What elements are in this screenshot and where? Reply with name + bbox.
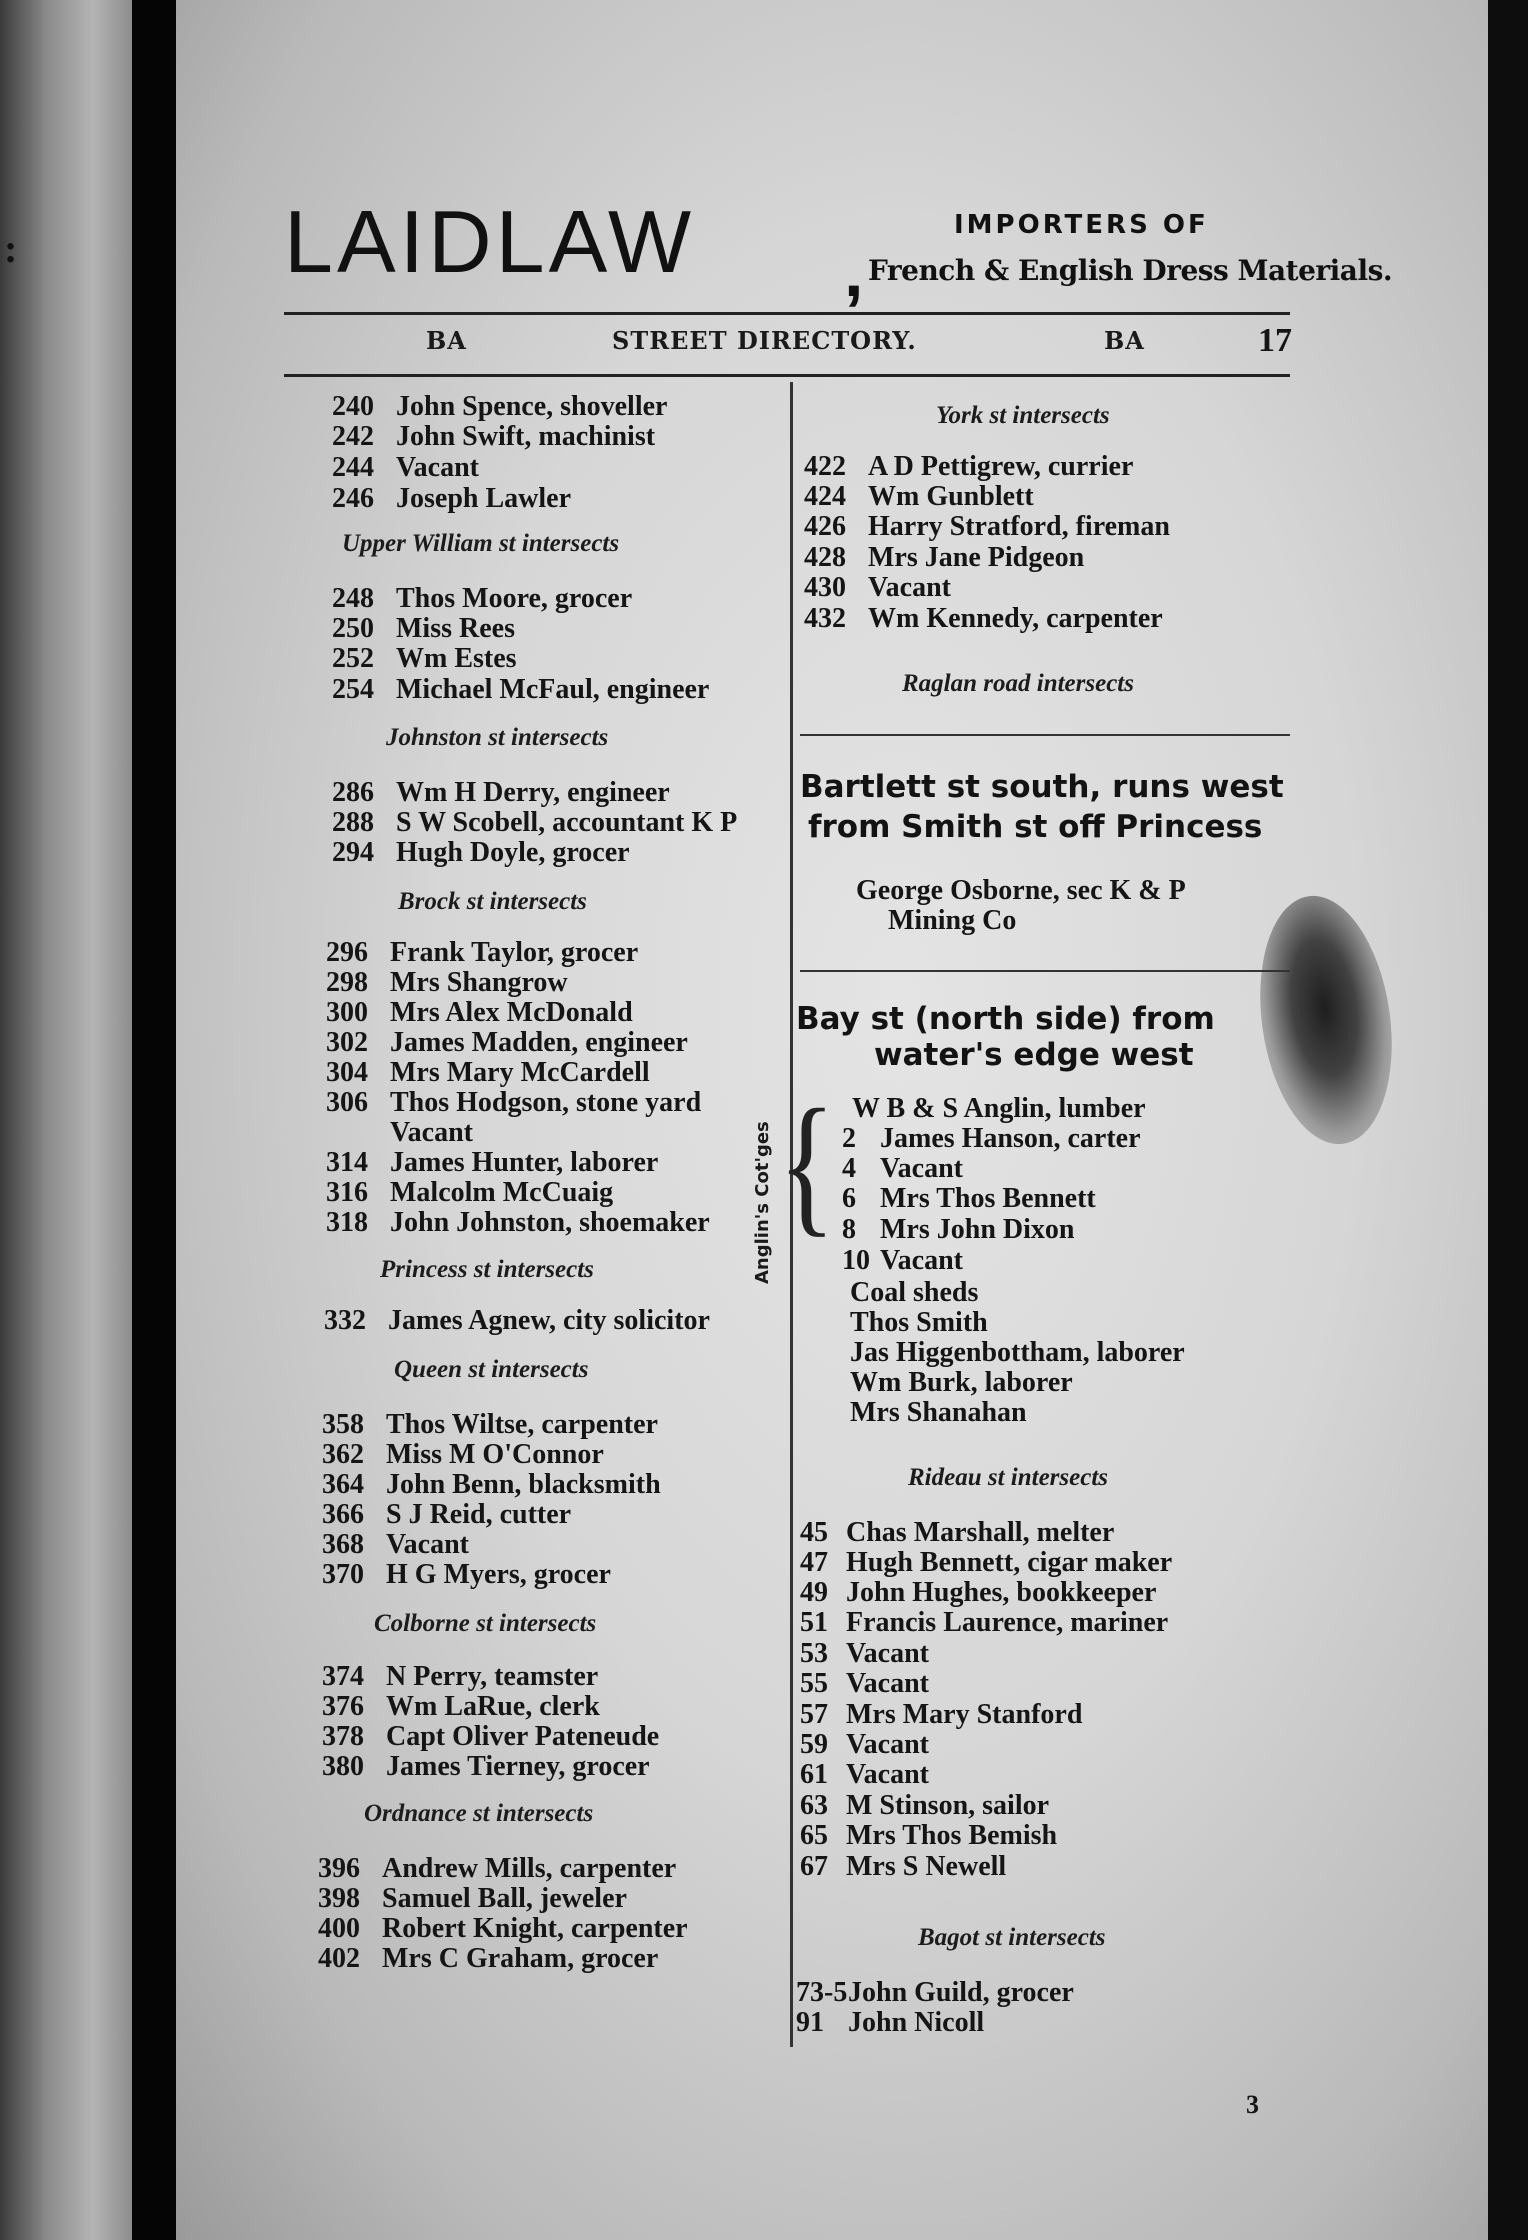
resident-name: Mrs Mary Stanford [846, 1699, 1083, 1730]
resident-name: Thos Hodgson, stone yard [390, 1087, 702, 1118]
resident-name: Thos Wiltse, carpenter [386, 1409, 658, 1440]
directory-entry [332, 644, 517, 674]
directory-entry [800, 1608, 1168, 1638]
resident-name: N Perry, teamster [386, 1661, 599, 1692]
resident-name: Michael McFaul, engineer [396, 674, 710, 705]
resident-name: John Johnston, shoemaker [390, 1207, 710, 1238]
house-number: 378 [322, 1721, 364, 1752]
street-heading: from Smith st off Princess [808, 809, 1263, 845]
directory-entry [322, 1692, 600, 1722]
resident-name: Wm Estes [396, 643, 517, 674]
intersect-note: Bagot st intersects [918, 1924, 1106, 1951]
directory-entry [322, 1440, 604, 1470]
directory-entry [796, 1978, 1074, 2008]
house-number: 45 [800, 1517, 828, 1548]
house-number: 368 [322, 1529, 364, 1560]
resident-name: Mrs John Dixon [880, 1214, 1075, 1245]
resident-name: Mrs Shangrow [390, 967, 568, 998]
house-number: 294 [332, 837, 374, 868]
resident-name: Vacant [880, 1245, 963, 1276]
resident-name: Mrs Alex McDonald [390, 997, 633, 1028]
brand-name: LAIDLAW [284, 192, 696, 291]
resident-name: Vacant [846, 1668, 929, 1699]
resident-name: Vacant [846, 1759, 929, 1790]
page-number: 17 [1258, 322, 1292, 359]
directory-entry [804, 604, 1163, 634]
directory-entry [332, 484, 571, 514]
house-number: 302 [326, 1027, 368, 1058]
directory-entry [322, 1410, 658, 1440]
importers-line: IMPORTERS OF [954, 210, 1209, 240]
house-number: 316 [326, 1177, 368, 1208]
resident-name: Capt Oliver Pateneude [386, 1721, 660, 1752]
directory-entry [332, 422, 655, 452]
house-number: 47 [800, 1547, 828, 1578]
directory-entry [800, 1760, 929, 1790]
resident-name: Miss M O'Connor [386, 1439, 604, 1470]
resident-name: Joseph Lawler [396, 483, 571, 514]
house-number: 398 [318, 1883, 360, 1914]
house-number: 246 [332, 483, 374, 514]
house-number: 318 [326, 1207, 368, 1238]
directory-entry [332, 453, 479, 483]
book-gutter [132, 0, 176, 2240]
resident-name: Mrs S Newell [846, 1851, 1007, 1882]
ink-blot [1245, 887, 1407, 1152]
directory-entry [800, 1639, 929, 1669]
house-number: 286 [332, 777, 374, 808]
house-number: 55 [800, 1668, 828, 1699]
resident-name: Mrs Jane Pidgeon [868, 542, 1085, 573]
resident-name: James Madden, engineer [390, 1027, 688, 1058]
resident-name: Robert Knight, carpenter [382, 1913, 688, 1944]
directory-entry [800, 1852, 1006, 1882]
resident-name: Mrs Thos Bemish [846, 1820, 1058, 1851]
directory-entry [322, 1530, 469, 1560]
directory-entry [326, 998, 633, 1028]
directory-entry [800, 1730, 929, 1760]
resident-name: Jas Higgenbottham, laborer [850, 1337, 1185, 1368]
directory-page [176, 0, 1488, 2240]
resident-name: Mining Co [888, 905, 1017, 936]
directory-entry [324, 1306, 710, 1336]
directory-entry [332, 838, 630, 868]
directory-entry [888, 906, 1016, 936]
house-number: 400 [318, 1913, 360, 1944]
directory-entry [842, 1184, 1096, 1214]
resident-name: Wm H Derry, engineer [396, 777, 670, 808]
resident-name: John Benn, blacksmith [386, 1469, 661, 1500]
house-number: 380 [322, 1751, 364, 1782]
resident-name: Miss Rees [396, 613, 515, 644]
house-number: 8 [842, 1214, 856, 1245]
house-number: 65 [800, 1820, 828, 1851]
resident-name: Hugh Bennett, cigar maker [846, 1547, 1173, 1578]
intersect-note: Johnston st intersects [386, 724, 609, 751]
resident-name: Malcolm McCuaig [390, 1177, 614, 1208]
house-number: 374 [322, 1661, 364, 1692]
house-number: 304 [326, 1057, 368, 1088]
house-number: 300 [326, 997, 368, 1028]
directory-entry [842, 1154, 963, 1184]
house-number: 332 [324, 1305, 366, 1336]
directory-entry [796, 2008, 984, 2038]
house-number: 248 [332, 583, 374, 614]
directory-entry [804, 482, 1034, 512]
directory-entry [326, 1058, 650, 1088]
resident-name: Frank Taylor, grocer [390, 937, 639, 968]
resident-name: Chas Marshall, melter [846, 1517, 1115, 1548]
header-rule-bottom [284, 374, 1290, 377]
resident-name: Vacant [880, 1153, 963, 1184]
resident-name: Vacant [386, 1529, 469, 1560]
directory-entry [332, 392, 667, 422]
resident-name: Andrew Mills, carpenter [382, 1853, 677, 1884]
intersect-note: York st intersects [936, 402, 1110, 429]
directory-entry [332, 675, 709, 705]
directory-entry [800, 1669, 929, 1699]
directory-entry [852, 1094, 1146, 1124]
resident-name: W B & S Anglin, lumber [852, 1093, 1146, 1124]
resident-name: Mrs Shanahan [850, 1397, 1027, 1428]
house-number: 2 [842, 1123, 856, 1154]
resident-name: John Nicoll [848, 2007, 985, 2038]
directory-entry [318, 1944, 658, 1974]
house-number: 288 [332, 807, 374, 838]
resident-name: Wm Gunblett [868, 481, 1034, 512]
resident-name: John Swift, machinist [396, 421, 656, 452]
directory-entry [332, 778, 670, 808]
intersect-note: Raglan road intersects [902, 670, 1134, 697]
brand-comma: , [844, 233, 864, 311]
cottages-brace: { [778, 1076, 836, 1250]
house-number: 10 [842, 1245, 870, 1276]
resident-name: Vacant [390, 1117, 473, 1148]
house-number: 61 [800, 1759, 828, 1790]
house-number: 428 [804, 542, 846, 573]
directory-entry [332, 614, 515, 644]
resident-name: John Guild, grocer [848, 1977, 1074, 2008]
directory-entry [800, 1700, 1082, 1730]
previous-page-fragment: : [4, 226, 18, 271]
resident-name: James Tierney, grocer [386, 1751, 650, 1782]
directory-entry [318, 1914, 688, 1944]
resident-name: James Hunter, laborer [390, 1147, 659, 1178]
resident-name: Vacant [846, 1729, 929, 1760]
house-number: 430 [804, 572, 846, 603]
directory-entry [326, 968, 568, 998]
house-number: 306 [326, 1087, 368, 1118]
resident-name: S J Reid, cutter [386, 1499, 572, 1530]
resident-name: Wm Kennedy, carpenter [868, 603, 1163, 634]
resident-name: Harry Stratford, fireman [868, 511, 1170, 542]
house-number: 51 [800, 1607, 828, 1638]
house-number: 402 [318, 1943, 360, 1974]
street-heading: Bay st (north side) from [796, 1001, 1215, 1037]
running-head-left: BA [426, 326, 467, 355]
directory-entry [842, 1246, 963, 1276]
house-number: 296 [326, 937, 368, 968]
house-number: 59 [800, 1729, 828, 1760]
house-number: 298 [326, 967, 368, 998]
house-number: 396 [318, 1853, 360, 1884]
intersect-note: Brock st intersects [398, 888, 587, 915]
house-number: 358 [322, 1409, 364, 1440]
directory-entry [842, 1124, 1141, 1154]
resident-name: Thos Smith [850, 1307, 988, 1338]
resident-name: Wm Burk, laborer [850, 1367, 1073, 1398]
house-number: 366 [322, 1499, 364, 1530]
resident-name: James Agnew, city solicitor [388, 1305, 710, 1336]
running-head-center: STREET DIRECTORY. [612, 326, 917, 355]
house-number: 252 [332, 643, 374, 674]
house-number: 67 [800, 1851, 828, 1882]
directory-entry [332, 584, 632, 614]
resident-name: Vacant [846, 1638, 929, 1669]
resident-name: Hugh Doyle, grocer [396, 837, 630, 868]
header-rule-top [284, 312, 1290, 315]
resident-name: Samuel Ball, jeweler [382, 1883, 627, 1914]
directory-entry [332, 808, 737, 838]
directory-entry [800, 1518, 1114, 1548]
resident-name: Wm LaRue, clerk [386, 1691, 600, 1722]
section-rule [800, 970, 1290, 972]
resident-name: Coal sheds [850, 1277, 979, 1308]
house-number: 376 [322, 1691, 364, 1722]
house-number: 314 [326, 1147, 368, 1178]
intersect-note: Colborne st intersects [374, 1610, 597, 1637]
resident-name: John Spence, shoveller [396, 391, 668, 422]
directory-entry [804, 543, 1084, 573]
house-number: 432 [804, 603, 846, 634]
house-number: 362 [322, 1439, 364, 1470]
resident-name: Mrs Mary McCardell [390, 1057, 650, 1088]
house-number: 242 [332, 421, 374, 452]
directory-entry [318, 1854, 676, 1884]
directory-entry [850, 1368, 1073, 1398]
house-number: 73-5 [796, 1977, 848, 2008]
cottages-label: Anglin's Cot'ges [752, 1121, 773, 1284]
directory-entry [804, 452, 1133, 482]
directory-entry [322, 1662, 598, 1692]
directory-entry [804, 573, 951, 603]
directory-entry [318, 1884, 627, 1914]
street-heading: Bartlett st south, runs west [800, 769, 1284, 805]
resident-name: M Stinson, sailor [846, 1790, 1050, 1821]
previous-page-edge [0, 0, 132, 2240]
signature-mark: 3 [1246, 2090, 1259, 2119]
resident-name: S W Scobell, accountant K P [396, 807, 738, 838]
directory-entry [322, 1500, 571, 1530]
directory-entry [326, 1118, 473, 1148]
directory-entry [322, 1470, 661, 1500]
directory-entry [326, 1088, 701, 1118]
intersect-note: Queen st intersects [394, 1356, 589, 1383]
directory-entry [322, 1560, 611, 1590]
resident-name: Vacant [868, 572, 951, 603]
directory-entry [322, 1722, 659, 1752]
intersect-note: Upper William st intersects [342, 530, 620, 557]
house-number: 424 [804, 481, 846, 512]
directory-entry [850, 1308, 988, 1338]
house-number: 6 [842, 1183, 856, 1214]
directory-entry [842, 1215, 1074, 1245]
house-number: 370 [322, 1559, 364, 1590]
house-number: 250 [332, 613, 374, 644]
directory-entry [326, 1178, 613, 1208]
resident-name: George Osborne, sec K & P [856, 875, 1186, 906]
resident-name: H G Myers, grocer [386, 1559, 611, 1590]
house-number: 254 [332, 674, 374, 705]
materials-line: French & English Dress Materials. [868, 254, 1393, 287]
resident-name: Vacant [396, 452, 479, 483]
directory-entry [804, 512, 1170, 542]
directory-entry [850, 1278, 978, 1308]
directory-entry [850, 1398, 1027, 1428]
directory-entry [800, 1578, 1156, 1608]
directory-entry [850, 1338, 1185, 1368]
resident-name: Thos Moore, grocer [396, 583, 633, 614]
house-number: 422 [804, 451, 846, 482]
directory-entry [326, 938, 638, 968]
house-number: 91 [796, 2007, 824, 2038]
directory-entry [856, 876, 1186, 906]
directory-entry [326, 1028, 688, 1058]
house-number: 426 [804, 511, 846, 542]
directory-entry [322, 1752, 650, 1782]
house-number: 244 [332, 452, 374, 483]
directory-entry [326, 1148, 658, 1178]
resident-name: James Hanson, carter [880, 1123, 1141, 1154]
resident-name: A D Pettigrew, currier [868, 451, 1134, 482]
directory-entry [800, 1821, 1057, 1851]
house-number: 63 [800, 1790, 828, 1821]
house-number: 364 [322, 1469, 364, 1500]
house-number: 240 [332, 391, 374, 422]
intersect-note: Ordnance st intersects [364, 1800, 594, 1827]
resident-name: Mrs C Graham, grocer [382, 1943, 659, 1974]
resident-name: Mrs Thos Bennett [880, 1183, 1096, 1214]
house-number: 57 [800, 1699, 828, 1730]
running-head-right: BA [1104, 326, 1145, 355]
street-heading: water's edge west [874, 1037, 1194, 1073]
resident-name: Francis Laurence, mariner [846, 1607, 1169, 1638]
house-number: 53 [800, 1638, 828, 1669]
directory-entry [326, 1208, 710, 1238]
intersect-note: Princess st intersects [380, 1256, 594, 1283]
house-number: 49 [800, 1577, 828, 1608]
directory-entry [800, 1791, 1049, 1821]
directory-entry [800, 1548, 1172, 1578]
resident-name: John Hughes, bookkeeper [846, 1577, 1157, 1608]
house-number: 4 [842, 1153, 856, 1184]
intersect-note: Rideau st intersects [908, 1464, 1109, 1491]
section-rule [800, 734, 1290, 736]
